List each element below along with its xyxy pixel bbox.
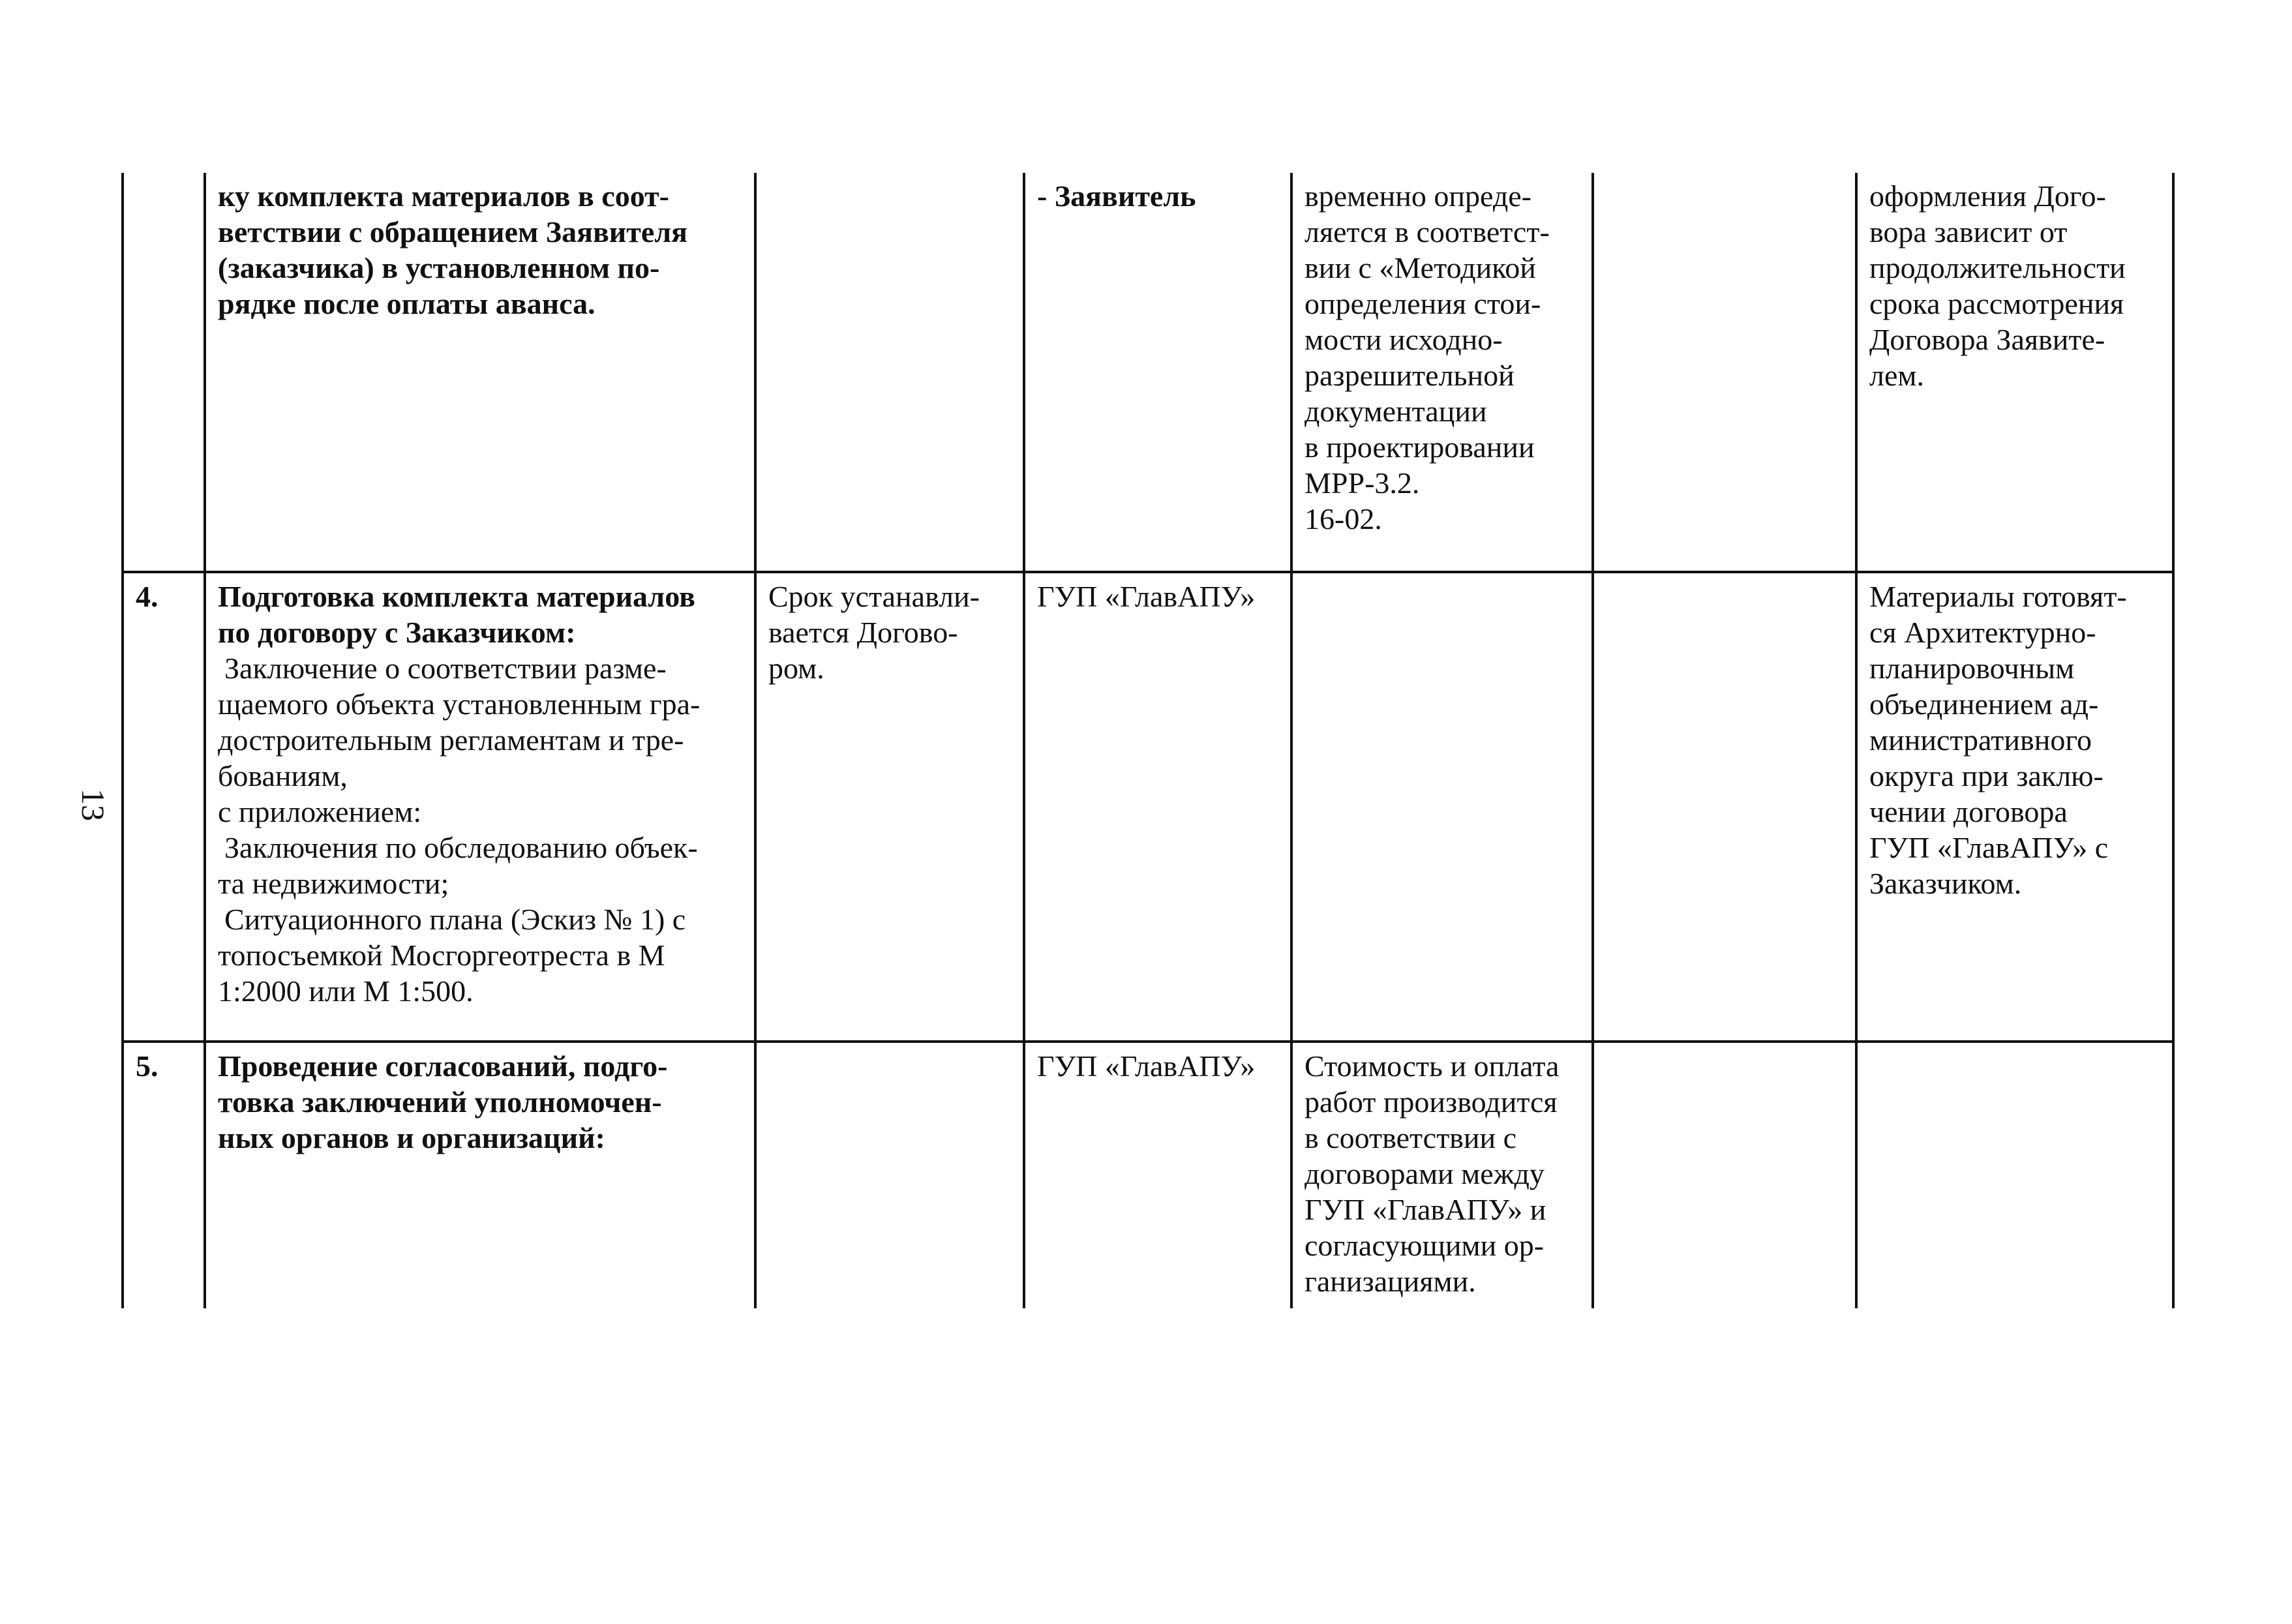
extra-cell bbox=[1593, 1042, 1856, 1308]
extra-cell bbox=[1593, 572, 1856, 1042]
row-number-cell: 5. bbox=[123, 1042, 205, 1308]
cost-cell: временно опреде- ляется в соответст- вии с «Методикой определения стои- мости исходно- разрешительной документации в проектировании МРР-3.2. 16-02. bbox=[1291, 173, 1593, 572]
term-cell bbox=[755, 1042, 1024, 1308]
extra-cell bbox=[1593, 173, 1856, 572]
table-row bbox=[123, 173, 2173, 572]
page-number: 13 bbox=[75, 789, 112, 821]
term-cell: Срок устанавли- вается Догово- ром. bbox=[755, 572, 1024, 1042]
term-cell bbox=[755, 173, 1024, 572]
table-row bbox=[123, 1042, 2173, 1308]
cost-cell: Стоимость и оплата работ производится в соответствии с договорами между ГУП «ГлавАПУ» и согласующими ор- ганизациями. bbox=[1291, 1042, 1593, 1308]
note-cell: Материалы готовят- ся Архитектурно- планировочным объединением ад- министративного округа при заклю- чении договора ГУП «ГлавАПУ» с Заказчиком. bbox=[1856, 572, 2173, 1042]
executor-cell: ГУП «ГлавАПУ» bbox=[1024, 1042, 1291, 1308]
note-cell: оформления Дого- вора зависит от продолжительности срока рассмотрения Договора Заявите- лем. bbox=[1856, 173, 2173, 572]
executor-cell: ГУП «ГлавАПУ» bbox=[1024, 572, 1291, 1042]
executor-cell: - Заявитель bbox=[1024, 173, 1291, 572]
row-number-cell: 4. bbox=[123, 572, 205, 1042]
cost-cell bbox=[1291, 572, 1593, 1042]
stage-cell: ку комплекта материалов в соот- ветствии с обращением Заявителя (заказчика) в установленном по- рядке после оплаты аванса. bbox=[205, 173, 755, 572]
stage-cell: Подготовка комплекта материалов по договору с Заказчиком: Заключение о соответствии разме- щаемого объекта установленным гра- достроительным регламентам и тре- бованиям, с приложением: Заключения по обследованию объек- та недвижимости; Ситуационного плана (Эскиз № 1) с топосъемкой Мосгоргеотреста в М 1:2000 или М 1:500. bbox=[205, 572, 755, 1042]
row-number-cell bbox=[123, 173, 205, 572]
table-row bbox=[123, 572, 2173, 1042]
note-cell bbox=[1856, 1042, 2173, 1308]
approval-stages-table bbox=[121, 173, 2175, 1308]
stage-cell: Проведение согласований, подго- товка заключений уполномочен- ных органов и организаций: bbox=[205, 1042, 755, 1308]
